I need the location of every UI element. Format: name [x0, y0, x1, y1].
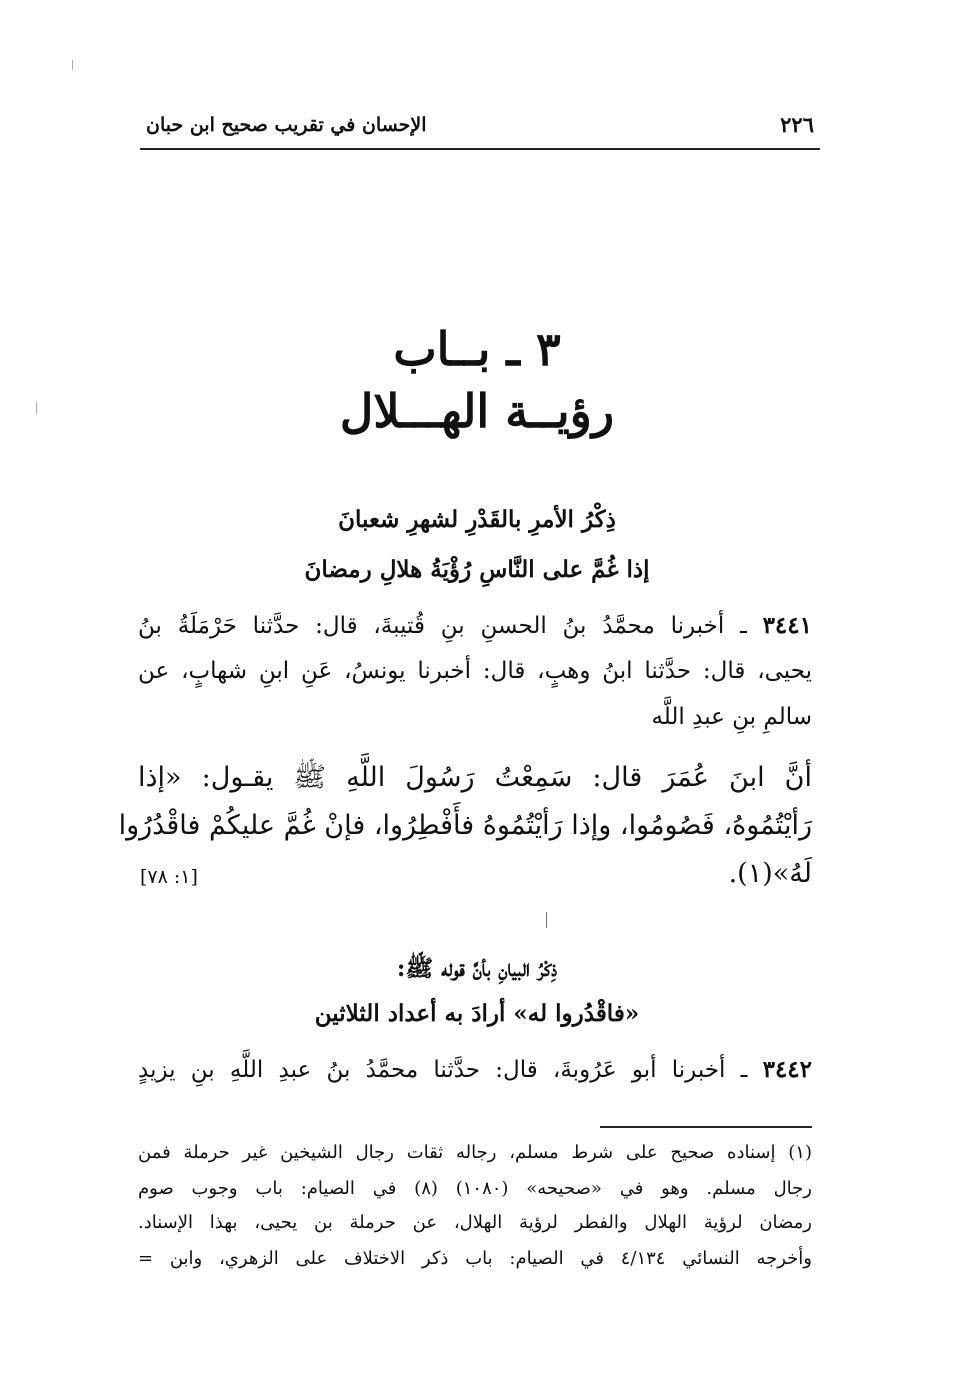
- footnote-line1: (١) إسناده صحيح على شرط مسلم، رجاله ثقات رجال الشيخين غير حرملة فمن: [138, 1142, 812, 1163]
- hadith-3441-reference: [١: ٧٨]: [140, 866, 198, 888]
- hadith-text: ـ أخبرنا محمَّدُ بنُ الحسنِ بنِ قُتيبةَ، قال: حدَّثنا حَرْمَلَةُ بنُ: [138, 613, 747, 639]
- section2-heading-line1: ذِكْرُ البيانِ بأنَّ قوله ﷺ:: [396, 955, 558, 982]
- section1-heading-line1: ذِكْرُ الأمرِ بالقَدْرِ لشهرِ شعبانَ: [338, 506, 616, 533]
- margin-mark-top: [72, 60, 73, 70]
- chapter-title: رؤيــة الهـــلال: [339, 384, 615, 438]
- section1-heading-line2: إذا غُمَّ على النَّاسِ رُؤْيَةُ هلالِ رمضانَ: [304, 556, 650, 583]
- footnote-line2: رجال مسلم. وهو في «صحيحه» (١٠٨٠) (٨) في الصيام: باب وجوب صوم: [138, 1178, 812, 1199]
- footnote-separator: [600, 1126, 812, 1128]
- footnote-line3: رمضان لرؤية الهلال والفطر لرؤية الهلال، عن حرملة بن يحيى، بهذا الإسناد.: [138, 1212, 812, 1233]
- hadith-3441-matn-line1: أنَّ ابنَ عُمَرَ قال: سَمِعْتُ رَسُولَ اللَّهِ ﷺ يقـول: «إذا: [138, 762, 812, 793]
- hadith-3441-matn-line2: رَأيْتُمُوهُ، فَصُومُوا، وإذا رَأيْتُمُوهُ فأَفْطِرُوا، فإنْ غُمَّ عليكُمْ فاقْدُرُوا: [118, 810, 812, 841]
- footnote-line4: وأخرجه النسائي ٤/١٣٤ في الصيام: باب ذكر الاختلاف على الزهري، وابن =: [138, 1248, 812, 1269]
- hadith-number: ٣٤٤٢: [762, 1056, 813, 1083]
- hadith-number: ٣٤٤١: [762, 612, 812, 639]
- chapter-number: ٣ ـ بــاب: [393, 322, 561, 376]
- hadith-3441-line2: يحيى، قال: حدَّثنا ابنُ وهبٍ، قال: أخبرنا يونسُ، عَنِ ابنِ شهابٍ، عن: [138, 658, 812, 684]
- hadith-3441-line3: سالمِ بنِ عبدِ اللَّه: [651, 704, 812, 730]
- hadith-text: ـ أخبرنا أبو عَرُوبةَ، قال: حدَّثنا محمَّدُ بنُ عبدِ اللَّهِ بنِ يزيدٍ: [138, 1057, 748, 1083]
- hadith-3441-matn-line3: لَهُ»(١).: [728, 858, 812, 889]
- hadith-3441-line1: [138, 612, 812, 639]
- header-book-title: الإحسان في تقريب صحيح ابن حبان: [146, 114, 427, 136]
- separator-tick: [546, 912, 547, 928]
- running-header: [140, 112, 820, 150]
- section2-heading-line2: «فاقْدُروا له» أرادَ به أعداد الثلاثين: [314, 1000, 640, 1027]
- hadith-3442-line1: [138, 1056, 812, 1083]
- page-number: ٢٢٦: [780, 112, 814, 137]
